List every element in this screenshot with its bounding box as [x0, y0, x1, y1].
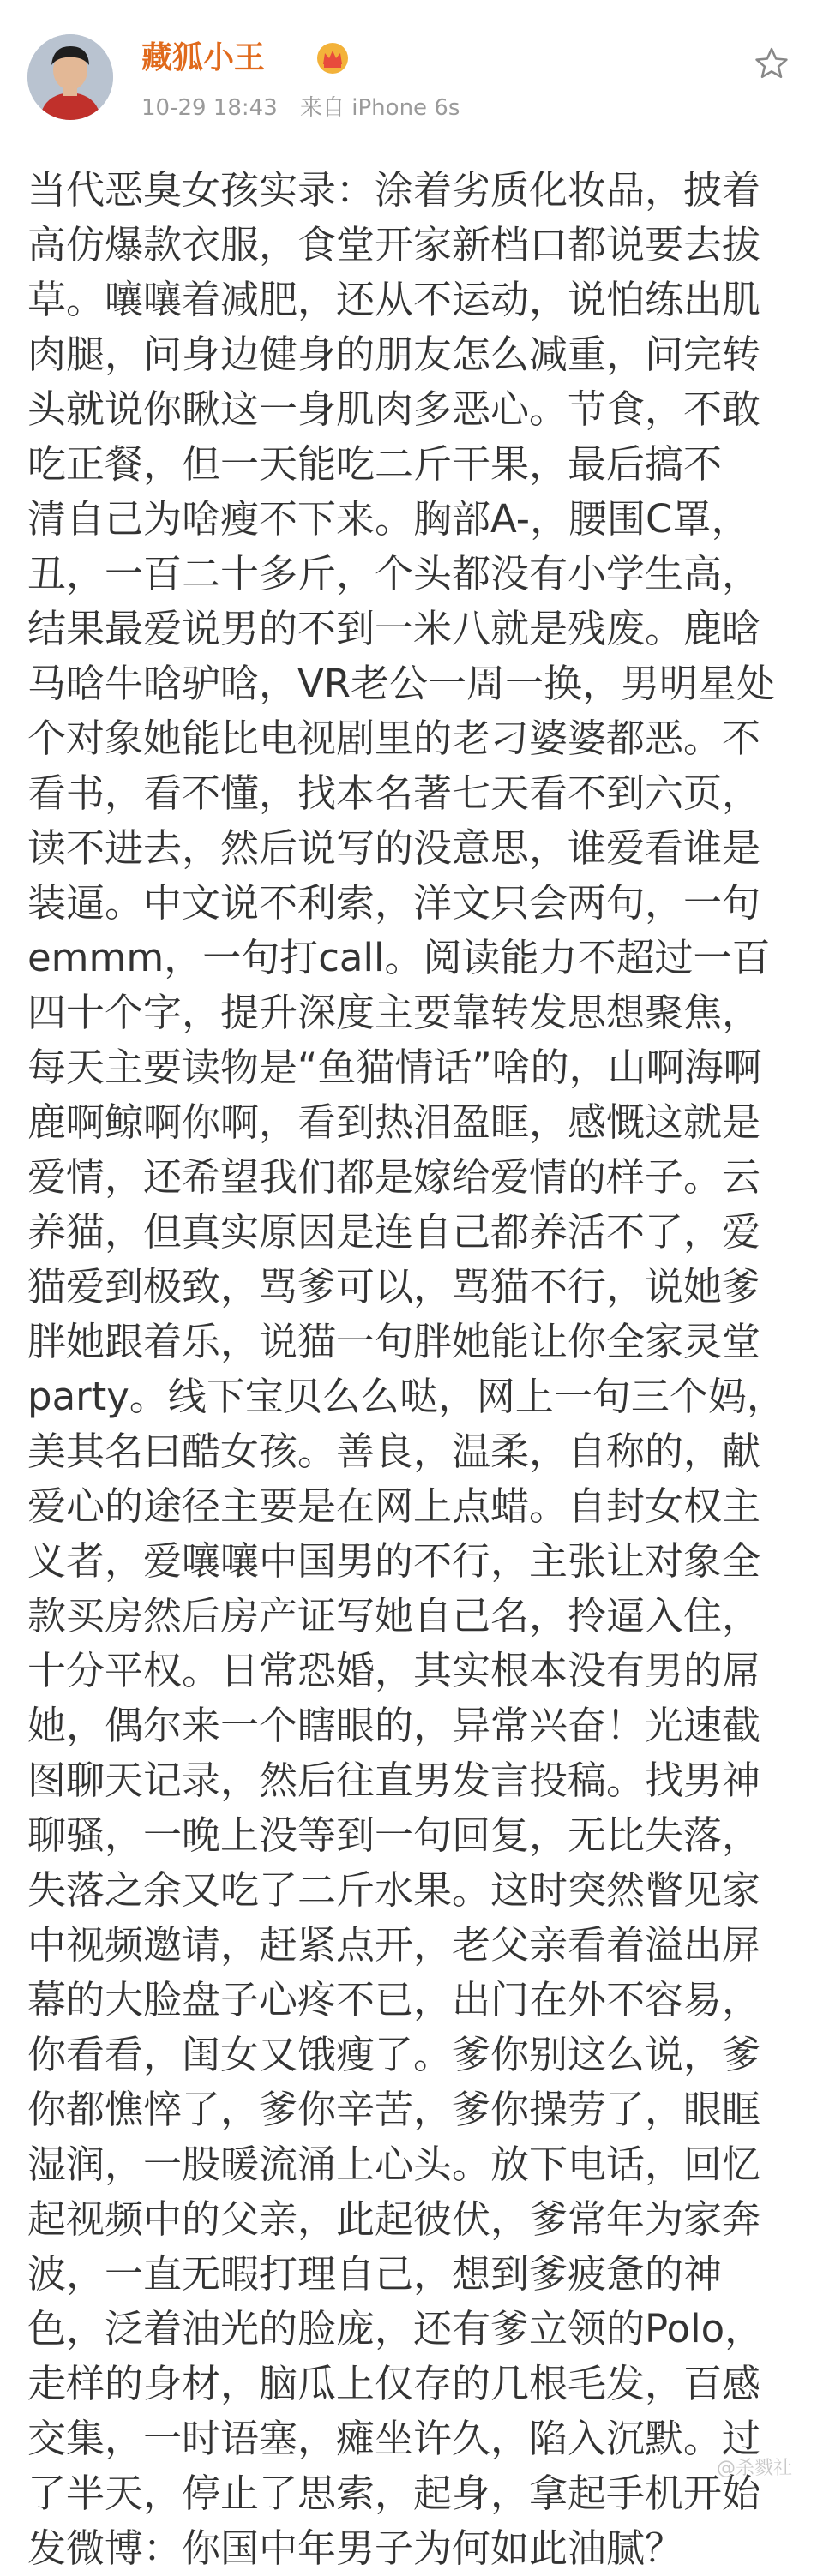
post-text-line: 马晗牛晗驴晗，VR老公一周一换，男明星处 — [27, 661, 776, 706]
post-text-line: 湿润，一股暖流涌上心头。放下电话，回忆 — [27, 2142, 761, 2187]
post-text-line: 美其名曰酷女孩。善良，温柔，自称的，献 — [27, 1429, 761, 1474]
post-text-line: 中视频邀请，赶紧点开，老父亲看着溢出屏 — [27, 1922, 761, 1968]
post-text-line: 个对象她能比电视剧里的老刁婆婆都恶。不 — [27, 716, 761, 761]
post-text-line: 丑，一百二十多斤，个头都没有小学生高， — [27, 551, 761, 596]
post-source: 来自 iPhone 6s — [300, 95, 460, 121]
post-text-line: 起视频中的父亲，此起彼伏，爹常年为家奔 — [27, 2196, 761, 2242]
post-text-line: 头就说你瞅这一身肌肉多恶心。节食，不敢 — [27, 386, 761, 432]
post-text-line: 看书，看不懂，找本名著七天看不到六页， — [27, 770, 761, 816]
post-text-line: 你看看，闺女又饿瘦了。爹你别这么说，爹 — [27, 2032, 761, 2077]
post-timestamp: 10-29 18:43 — [141, 95, 278, 121]
post-text-line: 款买房然后房产证写她自己名，拎逼入住， — [27, 1593, 761, 1638]
post-text-line: 义者，爱嚷嚷中国男的不行，主张让对象全 — [27, 1538, 761, 1584]
post-text-line: 她，偶尔来一个瞎眼的，异常兴奋！光速截 — [27, 1703, 761, 1748]
post-text-line: 肉腿，问身边健身的朋友怎么减重，问完转 — [27, 332, 761, 377]
post-text-line: emmm，一句打call。阅读能力不超过一百 — [27, 935, 771, 980]
username[interactable]: 藏狐小王 — [141, 40, 266, 75]
post-text-line: 草。嚷嚷着减肥，还从不运动，说怕练出肌 — [27, 277, 761, 322]
post-text-line: 图聊天记录，然后往直男发言投稿。找男神 — [27, 1758, 761, 1803]
post-text-line: 爱心的途径主要是在网上点蜡。自封女权主 — [27, 1483, 761, 1529]
post-text-line: 聊骚，一晚上没等到一句回复，无比失落， — [27, 1812, 761, 1858]
post-text-line: 养猫，但真实原因是连自己都养活不了，爱 — [27, 1209, 761, 1255]
post-text-line: 失落之余又吃了二斤水果。这时突然瞥见家 — [27, 1867, 761, 1913]
post-text-line: 走样的身材，脑瓜上仅存的几根毛发，百感 — [27, 2361, 761, 2406]
post-text-line: 四十个字，提升深度主要靠转发思想聚焦， — [27, 990, 761, 1035]
post-body — [27, 163, 799, 2576]
post-text-line: party。线下宝贝么么哒，网上一句三个妈， — [27, 1374, 785, 1419]
post-text-line: 交集，一时语塞，瘫坐许久，陷入沉默。过 — [27, 2416, 761, 2461]
post-text-line: 读不进去，然后说写的没意思，谁爱看谁是 — [27, 825, 761, 871]
post-text-line: 吃正餐，但一天能吃二斤干果，最后搞不 — [27, 441, 723, 487]
post-text-line: 你都憔悴了，爹你辛苦，爹你操劳了，眼眶 — [27, 2087, 761, 2132]
post-text-line: 清自己为啥瘦不下来。胸部A-，腰围C罩， — [27, 496, 750, 542]
post-text-line: 十分平权。日常恐婚，其实根本没有男的屌 — [27, 1648, 761, 1693]
post-text-line: 当代恶臭女孩实录：涂着劣质化妆品，披着 — [27, 167, 761, 213]
post-text-line: 发微博：你国中年男子为何如此油腻？ — [27, 2525, 684, 2571]
post-text-line: 鹿啊鲸啊你啊，看到热泪盈眶，感慨这就是 — [27, 1099, 761, 1145]
post-text-line: 胖她跟着乐，说猫一句胖她能让你全家灵堂 — [27, 1319, 761, 1364]
post-text-line: 了半天，停止了思索，起身，拿起手机开始 — [27, 2471, 761, 2516]
post-meta — [141, 93, 475, 123]
post-text-line: 幕的大脸盘子心疼不已，出门在外不容易， — [27, 1977, 761, 2022]
star-outline-icon[interactable] — [753, 45, 790, 82]
post-text-line: 每天主要读物是“鱼猫情话”啥的，山啊海啊 — [27, 1045, 762, 1090]
avatar[interactable] — [27, 34, 113, 120]
post-text-line: 爱情，还希望我们都是嫁给爱情的样子。云 — [27, 1154, 761, 1200]
post-text-line: 装逼。中文说不利索，洋文只会两句，一句 — [27, 880, 761, 926]
post-header — [0, 0, 823, 163]
post-text-line: 色，泛着油光的脸庞，还有爹立领的Polo， — [27, 2306, 764, 2351]
post-text-line: 猫爱到极致，骂爹可以，骂猫不行，说她爹 — [27, 1264, 761, 1309]
avatar-photo-icon — [27, 34, 113, 120]
crown-badge-icon — [315, 41, 350, 75]
post-text-line: 结果最爱说男的不到一米八就是残废。鹿晗 — [27, 606, 761, 651]
watermark: @杀戮社 — [716, 2458, 792, 2479]
post-text-line: 高仿爆款衣服，食堂开家新档口都说要去拔 — [27, 222, 761, 267]
post-text-line: 波，一直无暇打理自己，想到爹疲惫的神 — [27, 2251, 723, 2297]
